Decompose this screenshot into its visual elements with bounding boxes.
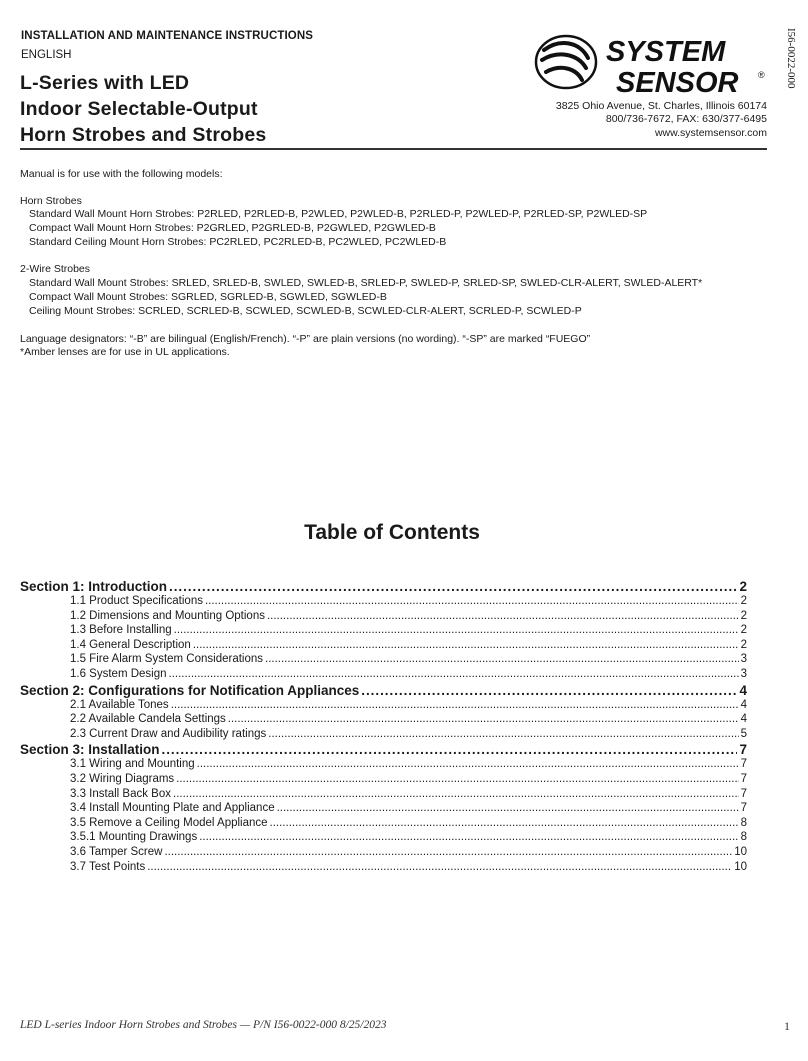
- toc-entry[interactable]: [20, 802, 747, 817]
- toc-leader: [277, 802, 739, 814]
- toc-page: 7: [740, 802, 747, 815]
- toc-leader: [176, 773, 738, 785]
- toc-label: 3.1 Wiring and Mounting: [70, 758, 195, 771]
- strobes-line: Standard Wall Mount Strobes: SRLED, SRLED-B, SWLED, SWLED-B, SRLED-P, SWLED-P, SRLED-SP, SWLED-CLR-ALERT, SWLED-ALERT*: [29, 277, 703, 289]
- header-rule: [20, 148, 767, 150]
- toc-page: 4: [740, 713, 747, 726]
- toc-leader: [205, 595, 739, 607]
- toc-label: 1.5 Fire Alarm System Considerations: [70, 653, 264, 666]
- toc-list: [20, 579, 747, 875]
- strobes-line: Ceiling Mount Strobes: SCRLED, SCRLED-B, SCWLED, SCWLED-B, SCWLED-CLR-ALERT, SCRLED-P, SCWLED-P: [29, 305, 582, 317]
- logo-word-2: SENSOR: [616, 67, 739, 98]
- toc-label: 3.3 Install Back Box: [70, 787, 171, 800]
- company-website[interactable]: www.systemsensor.com: [654, 127, 767, 139]
- toc-page: 2: [740, 624, 747, 637]
- toc-entry[interactable]: [20, 788, 747, 803]
- toc-entry[interactable]: [20, 773, 747, 788]
- toc-entry[interactable]: [20, 624, 747, 639]
- toc-entry[interactable]: [20, 699, 747, 714]
- toc-page: 2: [740, 638, 747, 651]
- toc-entry[interactable]: [20, 610, 747, 625]
- toc-entry[interactable]: [20, 639, 747, 654]
- logo-word-1: SYSTEM: [606, 36, 726, 68]
- toc-page: 7: [739, 742, 747, 758]
- toc-label: 1.2 Dimensions and Mounting Options: [70, 609, 265, 622]
- toc-page: 2: [740, 609, 747, 622]
- toc-leader: [228, 713, 739, 725]
- toc-label: 3.5.1 Mounting Drawings: [70, 831, 198, 844]
- toc-page: 3: [740, 653, 747, 666]
- footer-page-number: 1: [784, 1019, 790, 1033]
- company-phone: 800/736-7672, FAX: 630/377-6495: [605, 113, 767, 125]
- toc-leader: [267, 610, 739, 622]
- toc-entry[interactable]: [20, 742, 747, 758]
- toc-label: 1.1 Product Specifications: [70, 595, 203, 607]
- toc-entry[interactable]: [20, 728, 747, 743]
- toc-leader: [193, 639, 739, 651]
- toc-leader: [173, 788, 739, 800]
- horn-strobes-heading: Horn Strobes: [20, 195, 82, 207]
- toc-page: 2: [739, 579, 747, 594]
- toc-page: 10: [734, 845, 747, 858]
- toc-leader: [169, 579, 737, 594]
- amber-note: *Amber lenses are for use in UL applications.: [20, 346, 230, 358]
- toc-label: 3.2 Wiring Diagrams: [70, 772, 175, 785]
- toc-page: 4: [740, 698, 747, 711]
- toc-page: 10: [734, 860, 747, 873]
- toc-entry[interactable]: [20, 831, 747, 846]
- language-label: ENGLISH: [21, 49, 72, 61]
- toc-label: Section 2: Configurations for Notification Appliances: [20, 682, 360, 698]
- toc-page: 7: [740, 772, 747, 785]
- toc-leader: [169, 668, 739, 680]
- toc-leader: [268, 728, 738, 740]
- toc-entry[interactable]: [20, 758, 747, 773]
- registered-mark: ®: [758, 70, 765, 80]
- toc-label: 1.4 General Description: [70, 638, 191, 651]
- horn-strobes-line: Standard Ceiling Mount Horn Strobes: PC2RLED, PC2RLED-B, PC2WLED, PC2WLED-B: [29, 236, 447, 248]
- toc-page: 3: [740, 667, 747, 680]
- toc-leader: [270, 817, 739, 829]
- toc-label: 3.7 Test Points: [70, 860, 146, 873]
- toc-leader: [164, 846, 732, 858]
- toc-entry[interactable]: [20, 579, 747, 595]
- toc-entry[interactable]: [20, 861, 747, 876]
- toc-leader: [147, 861, 732, 873]
- toc-leader: [265, 653, 739, 665]
- toc-leader: [171, 699, 739, 711]
- toc-title: Table of Contents: [304, 521, 480, 544]
- toc-leader: [197, 758, 739, 770]
- doc-id-vertical: I56-0022-000: [785, 28, 797, 89]
- toc-entry[interactable]: [20, 713, 747, 728]
- toc-leader: [199, 831, 738, 843]
- title-line-3: Horn Strobes and Strobes: [20, 124, 267, 146]
- toc-page: 7: [740, 758, 747, 771]
- language-note: Language designators: “-B” are bilingual (English/French). “-P” are plain versions (no wording). “-SP” are marked “FUEGO”: [20, 333, 591, 345]
- toc-label: Section 1: Introduction: [20, 579, 167, 594]
- toc-entry[interactable]: [20, 817, 747, 832]
- toc-entry[interactable]: [20, 683, 747, 699]
- company-address: 3825 Ohio Avenue, St. Charles, Illinois 60174: [555, 100, 767, 112]
- title-line-2: Indoor Selectable-Output: [20, 98, 258, 120]
- toc-label: 2.1 Available Tones: [70, 698, 169, 711]
- toc-page: 8: [740, 831, 747, 844]
- toc-entry[interactable]: [20, 668, 747, 683]
- strobes-heading: 2-Wire Strobes: [20, 263, 91, 275]
- toc-entry[interactable]: [20, 846, 747, 861]
- toc-page: 7: [740, 787, 747, 800]
- toc-leader: [361, 683, 737, 698]
- toc-page: 4: [739, 682, 747, 698]
- toc-entry[interactable]: [20, 653, 747, 668]
- toc-label: 3.5 Remove a Ceiling Model Appliance: [70, 816, 268, 829]
- toc-label: 3.6 Tamper Screw: [70, 845, 163, 858]
- toc-label: 2.3 Current Draw and Audibility ratings: [70, 727, 267, 740]
- horn-strobes-line: Compact Wall Mount Horn Strobes: P2GRLED, P2GRLED-B, P2GWLED, P2GWLED-B: [29, 222, 436, 234]
- strobes-line: Compact Wall Mount Strobes: SGRLED, SGRLED-B, SGWLED, SGWLED-B: [29, 291, 387, 303]
- toc-label: 1.3 Before Installing: [70, 624, 172, 637]
- toc-label: Section 3: Installation: [20, 742, 160, 758]
- swirl-logo-icon: [530, 28, 770, 98]
- toc-page: 5: [740, 727, 747, 740]
- toc-page: 2: [740, 595, 747, 607]
- horn-strobes-line: Standard Wall Mount Horn Strobes: P2RLED, P2RLED-B, P2WLED, P2WLED-B, P2RLED-P, P2WLED-P, P2RLED-SP, P2WLED-SP: [29, 208, 648, 220]
- footer-doc-info: LED L-series Indoor Horn Strobes and Strobes — P/N I56-0022-000 8/25/2023: [20, 1019, 387, 1031]
- system-sensor-logo: [530, 28, 770, 98]
- toc-label: 3.4 Install Mounting Plate and Appliance: [70, 802, 275, 815]
- toc-label: 1.6 System Design: [70, 667, 167, 680]
- toc-label: 2.2 Available Candela Settings: [70, 713, 226, 726]
- title-line-1: L-Series with LED: [20, 72, 190, 94]
- toc-leader: [174, 624, 739, 636]
- models-lead: Manual is for use with the following models:: [20, 168, 223, 180]
- toc-leader: [162, 742, 738, 757]
- toc-page: 8: [740, 816, 747, 829]
- toc-entry[interactable]: [20, 595, 747, 610]
- doc-type: INSTALLATION AND MAINTENANCE INSTRUCTIONS: [21, 30, 314, 42]
